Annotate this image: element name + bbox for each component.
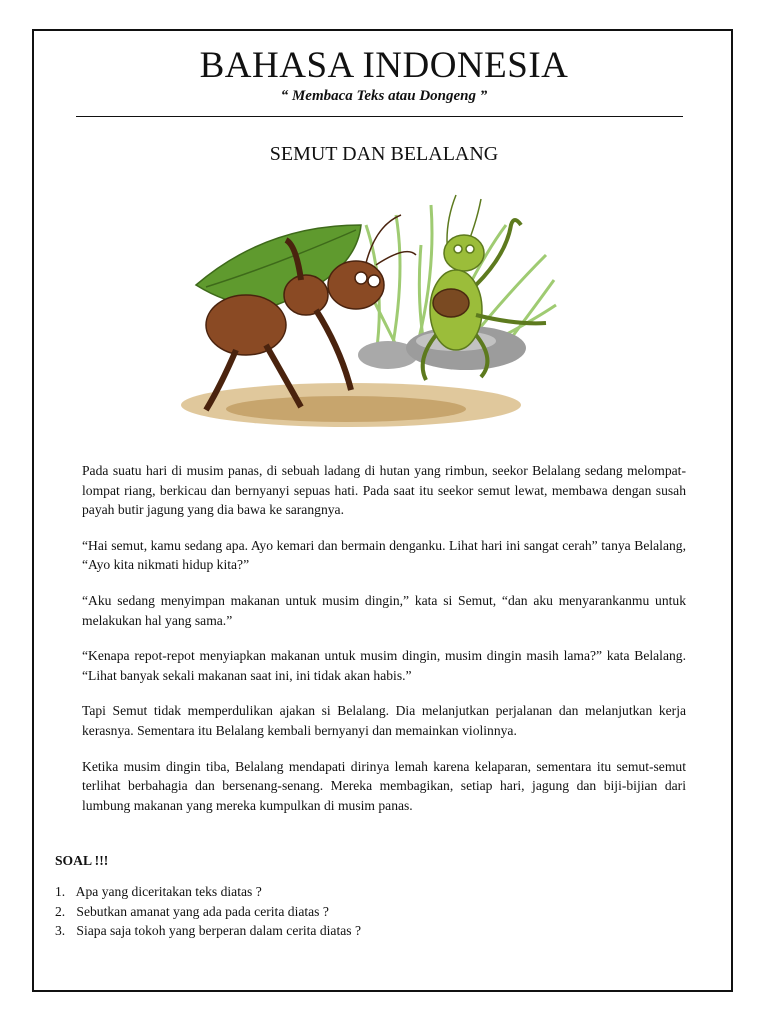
story-paragraph: Tapi Semut tidak memperdulikan ajakan si Belalang. Dia melanjutkan perjalanan dan melanjutkan kerja kerasnya. Sementara itu Belalang kembali bernyanyi dan memainkan violinnya. [82,703,686,738]
question-text: Siapa saja tokoh yang berperan dalam cerita diatas ? [76,923,361,938]
story-title: SEMUT DAN BELALANG [269,143,499,165]
story-paragraph: “Kenapa repot-repot menyiapkan makanan untuk musim dingin, musim dingin masih lama?” kata Belalang. “Lihat banyak sekali makanan saat ini, ini tidak akan habis.” [82,648,686,683]
question-number: 2. [55,903,66,919]
question-number: 1. [55,884,66,899]
questions-heading: SOAL !!! [55,853,109,868]
story-paragraph: “Hai semut, kamu sedang apa. Ayo kemari dan bermain denganku. Lihat hari ini sangat cerah” tanya Belalang, “Ayo kita nikmati hidup kita?” [82,537,686,573]
page-title: BAHASA INDONESIA [199,45,569,86]
ant-and-grasshopper-illustration [176,185,562,435]
story-paragraph: Pada suatu hari di musim panas, di sebuah ladang di hutan yang rimbun, seekor Belalang sedang melompat-lompat riang, berkicau dan bernyanyi sepuas hati. Pada saat itu seekor semut lewat, membawa dengan susah payah butir jagung yang dia bawa ke sarangnya. [82,463,686,518]
page-subtitle: “ Membaca Teks atau Dongeng ” [280,88,488,104]
header-divider [76,116,683,117]
question-item [55,882,361,902]
question-item [55,921,361,941]
question-number: 3. [55,923,66,938]
question-text: Apa yang diceritakan teks diatas ? [75,884,262,899]
question-text: Sebutkan amanat yang ada pada cerita diatas ? [76,903,329,919]
story-body [82,461,686,831]
story-paragraph: Ketika musim dingin tiba, Belalang mendapati dirinya lemah karena kelaparan, sementara itu semut-semut terlihat berbahagia dan bersenang-senang. Mereka membagikan, setiap hari, jagung dan biji-bijian dari lumbung makanan yang mereka kumpulkan di musim panas. [82,758,686,813]
violin [433,289,469,317]
story-paragraph: “Aku sedang menyimpan makanan untuk musim dingin,” kata si Semut, “dan aku menyarankanmu untuk melakukan hal yang sama.” [82,592,686,628]
questions-list [55,882,361,941]
question-item [55,902,361,922]
